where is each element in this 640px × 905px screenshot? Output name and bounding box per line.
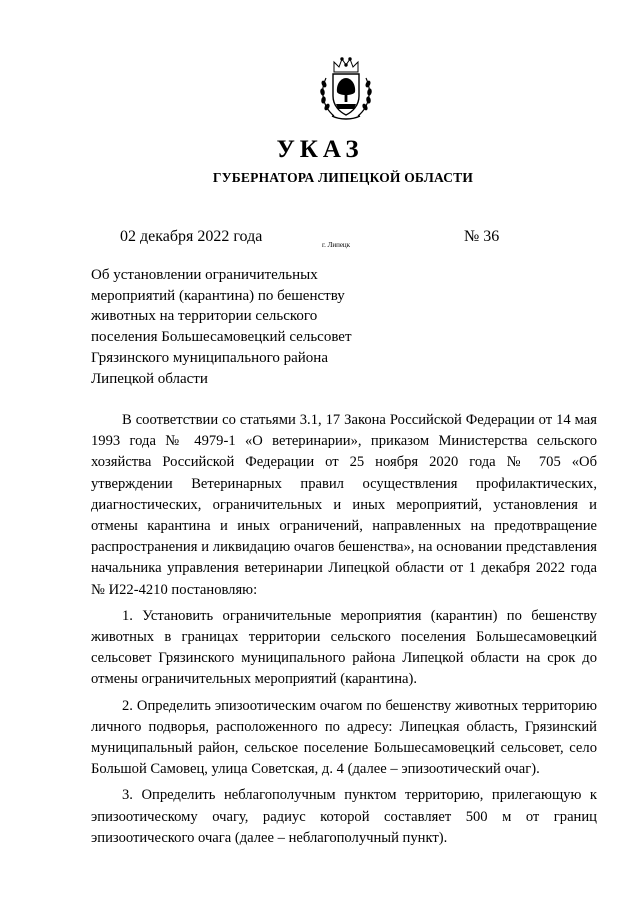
intro-paragraph: В соответствии со статьями 3.1, 17 Закона Российской Федерации от 14 мая 1993 года № 4979-1 «О ветеринарии», приказом Министерства сельского хозяйства Российской Федерации от 25 ноября 2020 года № 705 «Об утверждении Ветеринарных правил осуществления профилактических, диагностических, ограничительных и иных мероприятий, установления и отмены карантина и иных ограничений, направленных на предотвращение распространения и ликвидацию очагов бешенства», на основании представления начальника управления ветеринарии Липецкой области от 1 декабря 2022 года № И22-4210 постановляю: <box>91 412 597 598</box>
heading-line: поселения Большесамовецкий сельсовет <box>91 329 352 346</box>
document-city: г. Липецк <box>322 241 351 249</box>
item-2-paragraph: 2. Определить эпизоотическим очагом по бешенству животных территорию личного подворья, расположенного по адресу: Липецкая область, Грязинский муниципальный район, сельское поселение Большесамовецкий сельсовет, село Большой Самовец, улица Советская, д. 4 (далее – эпизоотический очаг). <box>91 697 597 778</box>
heading-line: Липецкой области <box>91 370 208 387</box>
decree-body <box>91 410 597 849</box>
document-title: УКАЗ <box>276 136 364 163</box>
item-1-paragraph: 1. Установить ограничительные мероприятия (карантин) по бешенству животных в границах территории сельского поселения Большесамовецкий сельсовет Грязинского муниципального района Липецкой области на срок до отмены ограничительных мероприятий (карантина). <box>91 607 597 688</box>
document-number: № 36 <box>464 228 500 245</box>
item-3-paragraph: 3. Определить неблагополучным пунктом территорию, прилегающую к эпизоотическому очагу, радиус которой составляет 500 м от границ эпизоотического очага (далее – неблагополучный пункт). <box>91 787 597 846</box>
decree-heading <box>91 265 391 389</box>
lipetsk-coat-of-arms-icon <box>318 56 374 122</box>
document-date: 02 декабря 2022 года <box>120 228 263 245</box>
document-issuer: ГУБЕРНАТОРА ЛИПЕЦКОЙ ОБЛАСТИ <box>212 170 474 185</box>
heading-line: Грязинского муниципального района <box>91 349 328 366</box>
heading-line: животных на территории сельского <box>91 308 318 325</box>
heading-line: мероприятий (карантина) по бешенству <box>91 287 345 304</box>
heading-line: Об установлении ограничительных <box>91 267 318 283</box>
